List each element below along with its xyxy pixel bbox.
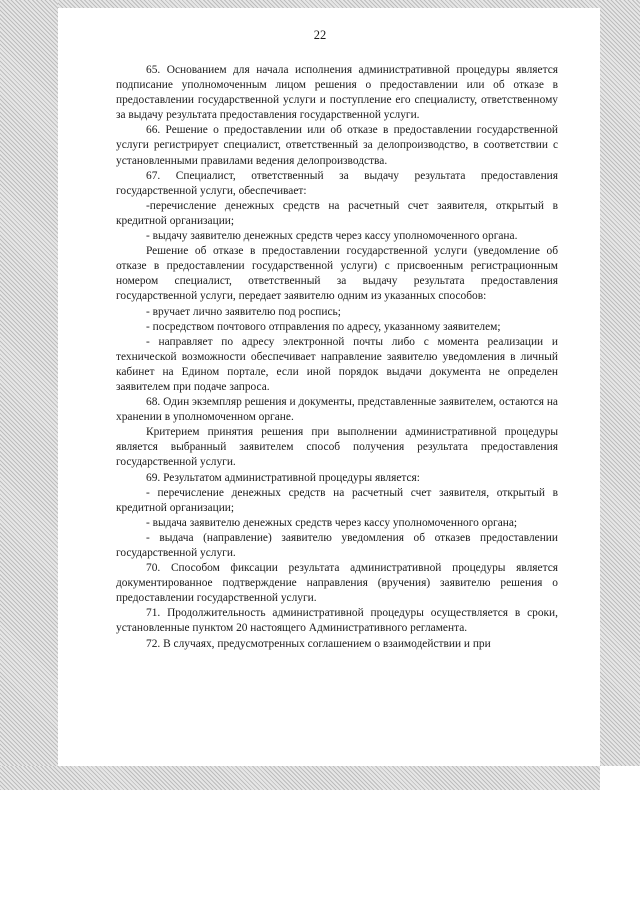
scan-border-right	[600, 0, 640, 766]
paragraph-criterion: Критерием принятия решения при выполнении административной процедуры является выбранный заявителем способ получения результата предоставления государственной услуги.	[116, 426, 558, 469]
document-body	[116, 63, 558, 652]
paragraph-70: 70. Способом фиксации результата административной процедуры является документированное подтверждение направления (вручения) заявителю решения о предоставлении государственной услуги.	[116, 562, 558, 605]
paragraph-72: 72. В случаях, предусмотренных соглашением о взаимодействии и при	[146, 637, 491, 650]
paragraph-refusal: Решение об отказе в предоставлении государственной услуги (уведомление об отказе в предоставлении государственной услуги) с присвоенным регистрационным номером специалист, ответственный за выдачу результата предоставления государственной услуги, передает заявителю одним из указанных способов:	[116, 245, 558, 303]
list-item: - направляет по адресу электронной почты либо с момента реализации и технической возможности обеспечивает направление заявителю уведомления в личный кабинет на Едином портале, если иной порядок выдачи документа не определен заявителем при подаче запроса.	[116, 335, 558, 393]
list-item: - посредством почтового отправления по адресу, указанному заявителем;	[146, 320, 501, 333]
scan-border-bottom	[0, 766, 600, 790]
list-item: - выдачу заявителю денежных средств через кассу уполномоченного органа.	[146, 230, 518, 243]
list-item: - выдача (направление) заявителю уведомления об отказев предоставлении государственной услуги.	[116, 531, 558, 559]
paragraph-67: 67. Специалист, ответственный за выдачу результата предоставления государственной услуги, обеспечивает:	[116, 169, 558, 197]
list-item: - выдача заявителю денежных средств через кассу уполномоченного органа;	[146, 516, 518, 529]
paragraph-65: 65. Основанием для начала исполнения административной процедуры является подписание уполномоченным лицом решения о предоставлении или об отказе в предоставлении государственной услуги и поступление его специалисту, ответственному за выдачу результата предоставления государственной услуги.	[116, 64, 558, 122]
paragraph-71: 71. Продолжительность административной процедуры осуществляется в сроки, установленные пунктом 20 настоящего Административного регламента.	[116, 607, 558, 635]
paragraph-68: 68. Один экземпляр решения и документы, представленные заявителем, остаются на хранении в уполномоченном органе.	[116, 396, 558, 424]
scan-border-top	[58, 0, 600, 8]
paragraph-69: 69. Результатом административной процедуры является:	[146, 471, 420, 484]
paragraph-66: 66. Решение о предоставлении или об отказе в предоставлении государственной услуги регистрирует специалист, ответственный за делопроизводство, в соответствии с установленными правилами ведения делопроизводства.	[116, 124, 558, 167]
scan-border-left	[0, 0, 58, 766]
list-item: -перечисление денежных средств на расчетный счет заявителя, открытый в кредитной организации;	[116, 199, 558, 227]
list-item: - вручает лично заявителю под роспись;	[146, 305, 341, 318]
list-item: - перечисление денежных средств на расчетный счет заявителя, открытый в кредитной организации;	[116, 486, 558, 514]
page-number: 22	[313, 28, 327, 42]
